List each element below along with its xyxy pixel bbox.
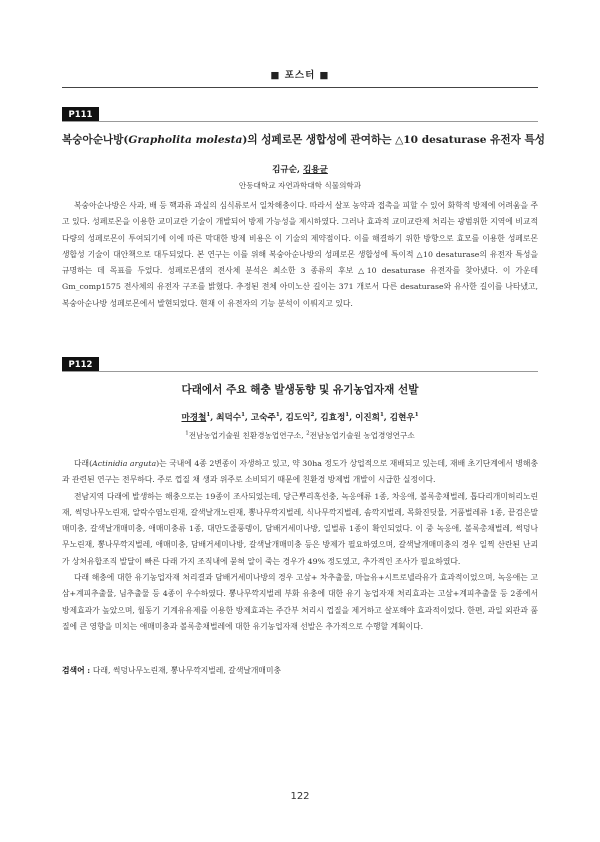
author-separator: , <box>210 413 217 423</box>
keywords-line <box>62 665 538 676</box>
keywords-value: 다래, 썩덩나무노린재, 뽕나무깍지벌레, 갈색날개매미충 <box>92 666 282 675</box>
authors-p111 <box>62 163 538 175</box>
author-name: 김규순 <box>272 165 297 175</box>
badge-rule-p112 <box>62 371 538 372</box>
badge-rule-p111 <box>62 121 538 122</box>
abstract-code-badge-p112: P112 <box>62 357 99 372</box>
keywords-label: 검색어 : <box>62 666 93 675</box>
author-name: 김효정 <box>320 413 346 423</box>
abstract-paragraph: 복숭아순나방은 사과, 배 등 핵과류 과실의 심식류로서 일차해충이다. 따라서 살포 농약과 접촉을 피할 수 있어 화학적 방제에 어려움을 주고 있다. 성페로몬을 이용한 교미교란 기술이 개발되어 방제 가능성을 제시하였다. 그러나 효과적 교미교란제 처리는 광범위한 지역에 비교적 다량의 성페로몬이 투여되기에 이에 따른 막대한 방제 비용은 이 기술의 제약점이다. 이를 해결하기 위한 방향으로 효모를 이용한 성페로몬 생합성 기술이 대안책으로 대두되었다. 본 연구는 이를 위해 복숭아순나방의 성페로몬 생합성에 특이적 △10 desaturase의 유전자 특성을 규명하는 데 목표를 두었다. 성페로몬샘의 전사체 분석은 최소한 3 종류의 후보 △10 desaturase 유전자를 찾아냈다. 이 가운데 Gm_comp1575 전사체의 유전자 구조를 밝혔다. 추정된 전체 아미노산 길이는 371 개로서 다른 desaturase와 유사한 길이를 나타냈고, 복숭아순나방 성페로몬에서 발현되었다. 현재 이 유전자의 기능 분석이 이뤄지고 있다. <box>62 201 538 308</box>
abstract-title-p111: 복숭아순나방(Grapholita molesta)의 성페로몬 생합성에 관여하는 △10 desaturase 유전자 특성 <box>62 134 546 146</box>
author-name: 김현우 <box>389 413 415 423</box>
affiliation-p111: 안동대학교 자연과학대학 식물의학과 <box>238 181 362 190</box>
author-separator: , <box>383 413 390 423</box>
affiliation-p112 <box>62 430 538 441</box>
author-affiliation-mark: 1 <box>275 412 280 419</box>
author-separator: , <box>297 165 303 175</box>
author-name: 고숙주 <box>250 413 276 423</box>
author-name: 이진희 <box>355 413 380 423</box>
abstract-body-p111 <box>62 198 538 312</box>
presenting-author-name: 마경철 <box>181 413 207 423</box>
author-affiliation-mark: 1 <box>414 412 419 419</box>
author-separator: , <box>349 413 356 423</box>
author-affiliation-mark: 1 <box>241 412 245 419</box>
section-header-label: ■ 포스터 ■ <box>270 70 330 81</box>
affiliation-mark: 2 <box>306 430 310 437</box>
author-affiliation-mark: 1 <box>345 412 350 419</box>
author-name: 최덕수 <box>216 413 242 423</box>
paragraph-text: 다래( <box>74 459 93 468</box>
header-rule <box>62 87 538 88</box>
abstract-paragraph: 전남지역 다래에 발생하는 해충으로는 19종이 조사되었는데, 당근뿌리혹선충, 녹응애류 1종, 차응애, 볼록총채벌레, 톱다리개미허리노린재, 썩덩나무노린재, 알락수염노린재, 갈색날개노린재, 뽕나무깍지벌레, 식나무깍지벌레, 솜깍지벌레, 목화진딧물, 거품벌레류 1종, 끝검은말매미충, 갈색날개매미충, 애매미충류 1종, 대만도줄풍뎅이, 담배거세미나방, 일벌류 1종이 확인되었다. 이 중 녹응애, 볼록총채벌레, 썩덩나무노린재, 뽕나무깍지벌레, 애매미충, 담배거세미나방, 갈색날개매미충 등은 방제가 필요하였으며, 갈색날개매미충의 경우 일찍 산란된 난괴가 상처유합조직 발달이 빠른 다래 가지 조직내에 묻혀 알이 죽는 경우가 49% 정도였고, 추가적인 조사가 필요하였다. <box>62 491 538 566</box>
affiliation-2: 전남농업기술원 농업경영연구소 <box>309 431 415 440</box>
author-affiliation-mark: 2 <box>310 412 315 419</box>
author-separator: , <box>244 413 251 423</box>
affiliation-1: 전남농업기술원 친환경농업연구소, <box>188 431 307 440</box>
species-name: Actinidia arguta <box>92 459 157 468</box>
abstract-code-badge-p111: P111 <box>62 107 99 122</box>
authors-p112 <box>62 411 538 423</box>
author-separator: , <box>314 413 321 423</box>
paragraph-text: )는 국내에 4종 2변종이 자생하고 있고, 약 30ha 정도가 상업적으로 재배되고 있는데, 재배 초기단계에서 병해충과 관련된 연구는 전무하다. 주로 껍질 채 생과 위주로 소비되기 때문에 친환경 방제법 개발이 시급한 실정이다. <box>62 459 538 485</box>
author-affiliation-mark: 1 <box>206 412 211 419</box>
abstract-paragraph <box>62 456 538 489</box>
abstract-title-p112: 다래에서 주요 해충 발생동향 및 유기농업자재 선발 <box>181 384 419 396</box>
page-number: 122 <box>290 791 310 802</box>
author-separator: , <box>279 413 286 423</box>
species-name: Grapholita molesta <box>128 134 243 146</box>
corresponding-author-name: 김용균 <box>302 165 328 175</box>
author-name: 김도익 <box>285 413 311 423</box>
abstract-paragraph: 다래 해충에 대한 유기농업자재 처리결과 담배거세미나방의 경우 고삼+ 차추출물, 마늘유+시트로넬라유가 효과적이었으며, 녹응애는 고삼+계피추출물, 님추출물 등 4종이 우수하였다. 뽕나무깍지벌레 부화 유충에 대한 유기 농업자재 처리효과는 고삼+계피추출물 등 2종에서 방제효과가 높았으며, 월동기 기계유유제를 이용한 방제효과는 주간부 처리시 껍질을 제거하고 살포해야 효과적이었다. 한편, 과일 외관과 품질에 큰 영향을 미치는 애매미충과 볼록총채벌레에 대한 유기농업자재 선발은 추가적으로 수행할 계획이다. <box>62 573 538 631</box>
affiliation-mark: 1 <box>185 430 189 437</box>
author-affiliation-mark: 1 <box>379 412 384 419</box>
abstract-body-p112 <box>62 456 538 635</box>
